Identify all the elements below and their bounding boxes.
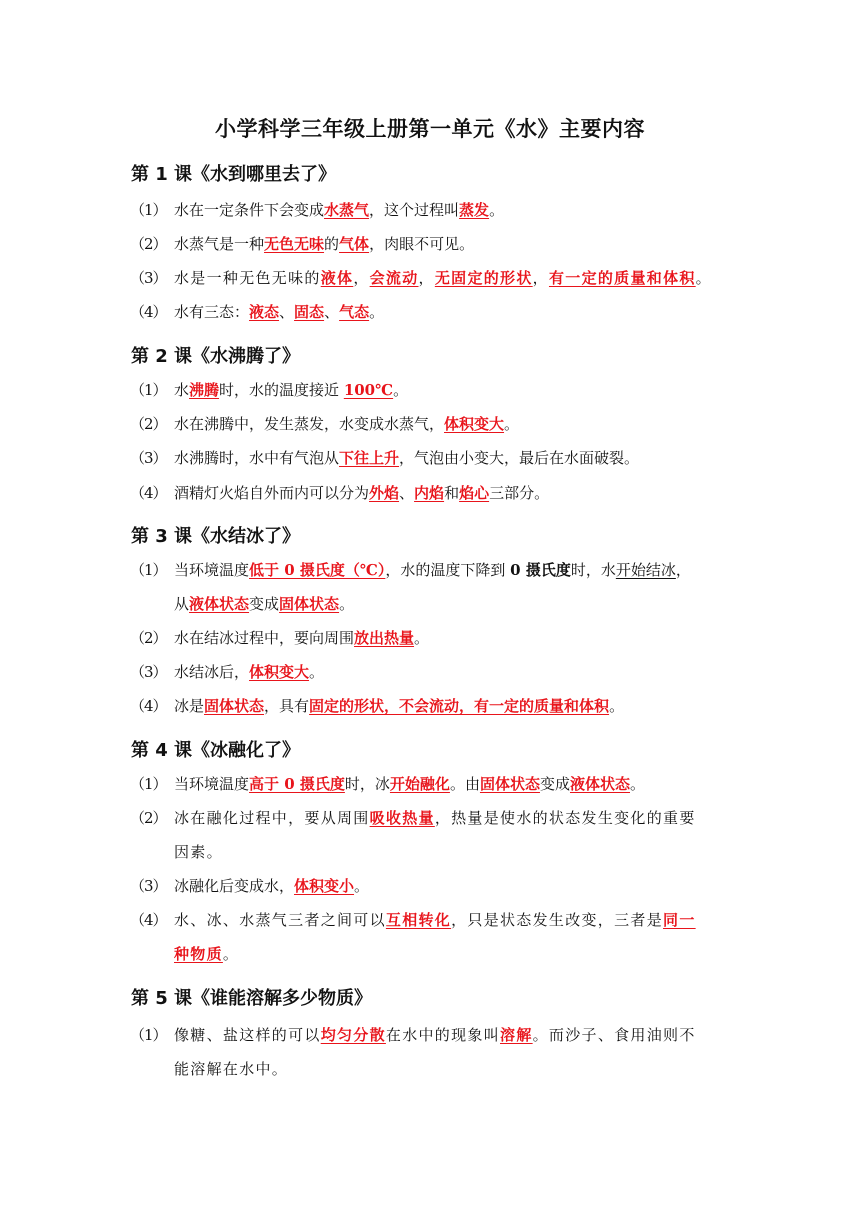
key-term: 体积变大 <box>444 415 505 433</box>
item-text: 酒精灯火焰自外而内可以分为 <box>174 484 370 502</box>
item-text: 。 <box>369 303 385 321</box>
key-term: 水蒸气 <box>324 201 370 219</box>
item-text: 。 <box>630 775 646 793</box>
item-text: 时，水 <box>570 561 616 579</box>
key-term: 固体状态 <box>279 595 340 613</box>
item-number: （3） <box>130 269 167 287</box>
item-text: ，肉眼不可见。 <box>369 235 475 253</box>
item-continuation <box>130 835 734 869</box>
item-text: 水在一定条件下会变成 <box>174 201 325 219</box>
list-item <box>130 655 734 689</box>
list-item <box>130 553 734 621</box>
key-term: 固体状态 <box>204 697 265 715</box>
lesson-heading: 第 1 课《水到哪里去了》 <box>131 164 337 185</box>
key-term: 体积变大 <box>249 663 310 681</box>
item-text: ， <box>418 269 435 287</box>
item-text: 水在结冰过程中，要向周围 <box>174 629 355 647</box>
item-text: ， <box>675 561 691 579</box>
list-item <box>130 373 734 407</box>
item-text: 。 <box>414 629 430 647</box>
item-number: （2） <box>130 235 167 253</box>
item-number: （3） <box>130 877 167 895</box>
item-number: （2） <box>130 809 167 827</box>
key-term: 液体 <box>320 269 354 287</box>
item-text: ，这个过程叫 <box>369 201 460 219</box>
item-text: 水是一种无色无味的 <box>174 269 321 287</box>
key-term: 液态 <box>249 303 280 321</box>
item-text: 水蒸气是一种 <box>174 235 265 253</box>
item-text: 三部分。 <box>489 484 550 502</box>
item-text: 。 <box>309 663 325 681</box>
item-text: 时，水的温度接近 <box>219 381 344 399</box>
list-item <box>130 193 734 227</box>
item-number: （4） <box>130 303 167 321</box>
key-term: 无色无味 <box>264 235 325 253</box>
list-item <box>130 441 734 475</box>
item-continuation <box>130 937 734 971</box>
key-term: 互相转化 <box>385 911 452 929</box>
key-term: 蒸发 <box>459 201 490 219</box>
item-text: 。而沙子、食用油则不 <box>532 1026 696 1044</box>
key-term: 无固定的形状 <box>434 269 533 287</box>
item-text: ，气泡由小变大，最后在水面破裂。 <box>399 449 640 467</box>
underlined-text: 开始结冰 <box>615 561 676 579</box>
document-title: 小学科学三年级上册第一单元《水》主要内容 <box>215 117 645 141</box>
item-number: （3） <box>130 663 167 681</box>
key-term: 沸腾 <box>189 381 220 399</box>
item-number: （1） <box>130 775 167 793</box>
item-number: （1） <box>130 381 167 399</box>
item-text: ， <box>532 269 549 287</box>
key-term: 低于 0 摄氏度（℃） <box>249 561 386 579</box>
item-continuation <box>130 587 734 621</box>
key-term: 会流动 <box>369 269 419 287</box>
item-number: （3） <box>130 449 167 467</box>
list-item <box>130 621 734 655</box>
item-text: 时，冰 <box>344 775 390 793</box>
item-text: 水沸腾时，水中有气泡从 <box>174 449 340 467</box>
item-text: 。 <box>222 945 240 963</box>
item-text: 变成 <box>539 775 570 793</box>
item-text: 、 <box>324 303 340 321</box>
key-term: 焰心 <box>459 484 490 502</box>
item-number: （1） <box>130 201 167 219</box>
list-item <box>130 767 734 801</box>
item-text: 水、冰、水蒸气三者之间可以 <box>174 911 386 929</box>
item-number: （2） <box>130 629 167 647</box>
list-item <box>130 227 734 261</box>
item-text: 水 <box>174 381 190 399</box>
item-number: （4） <box>130 484 167 502</box>
list-item <box>130 903 734 971</box>
item-text: 。 <box>609 697 625 715</box>
item-text: 。 <box>354 877 370 895</box>
key-term: 开始融化 <box>389 775 450 793</box>
item-text: ，具有 <box>264 697 310 715</box>
item-text: ，水的温度下降到 <box>385 561 511 579</box>
item-text: 能溶解在水中。 <box>174 1060 289 1078</box>
item-text: 水有三态： <box>174 303 250 321</box>
item-text: 像糖、盐这样的可以 <box>174 1026 321 1044</box>
item-text: 水结冰后， <box>174 663 250 681</box>
key-term: 放出热量 <box>354 629 415 647</box>
item-text: 和 <box>444 484 460 502</box>
item-text: 当环境温度 <box>174 775 250 793</box>
item-text: ，只是状态发生改变，三者是 <box>451 911 664 929</box>
item-text: 。由 <box>449 775 480 793</box>
key-term: 同一 <box>663 911 696 929</box>
bold-text: 0 摄氏度 <box>510 561 571 579</box>
key-term: 均匀分散 <box>320 1026 386 1044</box>
item-text: 。 <box>339 595 355 613</box>
lesson-heading: 第 5 课《谁能溶解多少物质》 <box>131 988 373 1009</box>
item-number: （4） <box>130 911 167 929</box>
key-term: 下往上升 <box>339 449 400 467</box>
list-item <box>130 407 734 441</box>
item-text: ，热量是使水的状态发生变化的重要 <box>434 809 696 827</box>
key-term: 液体状态 <box>189 595 250 613</box>
key-term: 体积变小 <box>294 877 355 895</box>
item-continuation <box>130 1052 734 1086</box>
list-item <box>130 295 734 329</box>
lesson-heading: 第 3 课《水结冰了》 <box>131 526 301 547</box>
item-text: 、 <box>279 303 295 321</box>
item-text: 因素。 <box>174 843 223 861</box>
key-term: 有一定的质量和体积 <box>548 269 696 287</box>
key-term: 100℃ <box>343 381 394 399</box>
item-text: 。 <box>504 415 520 433</box>
item-number: （1） <box>130 1026 167 1044</box>
key-term: 溶解 <box>500 1026 533 1044</box>
list-item <box>130 801 734 869</box>
list-item <box>130 1018 734 1086</box>
item-text: 的 <box>324 235 340 253</box>
list-item <box>130 476 734 510</box>
item-text: 水在沸腾中，发生蒸发，水变成水蒸气， <box>174 415 445 433</box>
list-item <box>130 689 734 723</box>
item-number: （4） <box>130 697 167 715</box>
lesson-heading: 第 2 课《水沸腾了》 <box>131 346 301 367</box>
item-text: 。 <box>393 381 409 399</box>
key-term: 液体状态 <box>569 775 630 793</box>
key-term: 固体状态 <box>479 775 540 793</box>
key-term: 外焰 <box>369 484 400 502</box>
item-number: （1） <box>130 561 167 579</box>
key-term: 气态 <box>339 303 370 321</box>
item-text: 从 <box>174 595 190 613</box>
item-text: 变成 <box>249 595 280 613</box>
item-number: （2） <box>130 415 167 433</box>
key-term: 气体 <box>339 235 370 253</box>
list-item <box>130 261 734 295</box>
item-text: 冰融化后变成水， <box>174 877 295 895</box>
key-term: 吸收热量 <box>369 809 435 827</box>
item-text: 当环境温度 <box>174 561 250 579</box>
key-term: 内焰 <box>414 484 445 502</box>
key-term: 种物质 <box>174 945 223 963</box>
key-term: 高于 0 摄氏度 <box>249 775 345 793</box>
list-item <box>130 869 734 903</box>
item-text: 。 <box>695 269 712 287</box>
lesson-heading: 第 4 课《冰融化了》 <box>131 740 301 761</box>
item-text: 在水中的现象叫 <box>385 1026 501 1044</box>
item-text: ， <box>353 269 370 287</box>
item-text: 。 <box>489 201 505 219</box>
item-text: 冰在融化过程中，要从周围 <box>174 809 370 827</box>
item-text: 冰是 <box>174 697 205 715</box>
key-term: 固定的形状，不会流动，有一定的质量和体积 <box>309 697 610 715</box>
item-text: 、 <box>399 484 415 502</box>
key-term: 固态 <box>294 303 325 321</box>
